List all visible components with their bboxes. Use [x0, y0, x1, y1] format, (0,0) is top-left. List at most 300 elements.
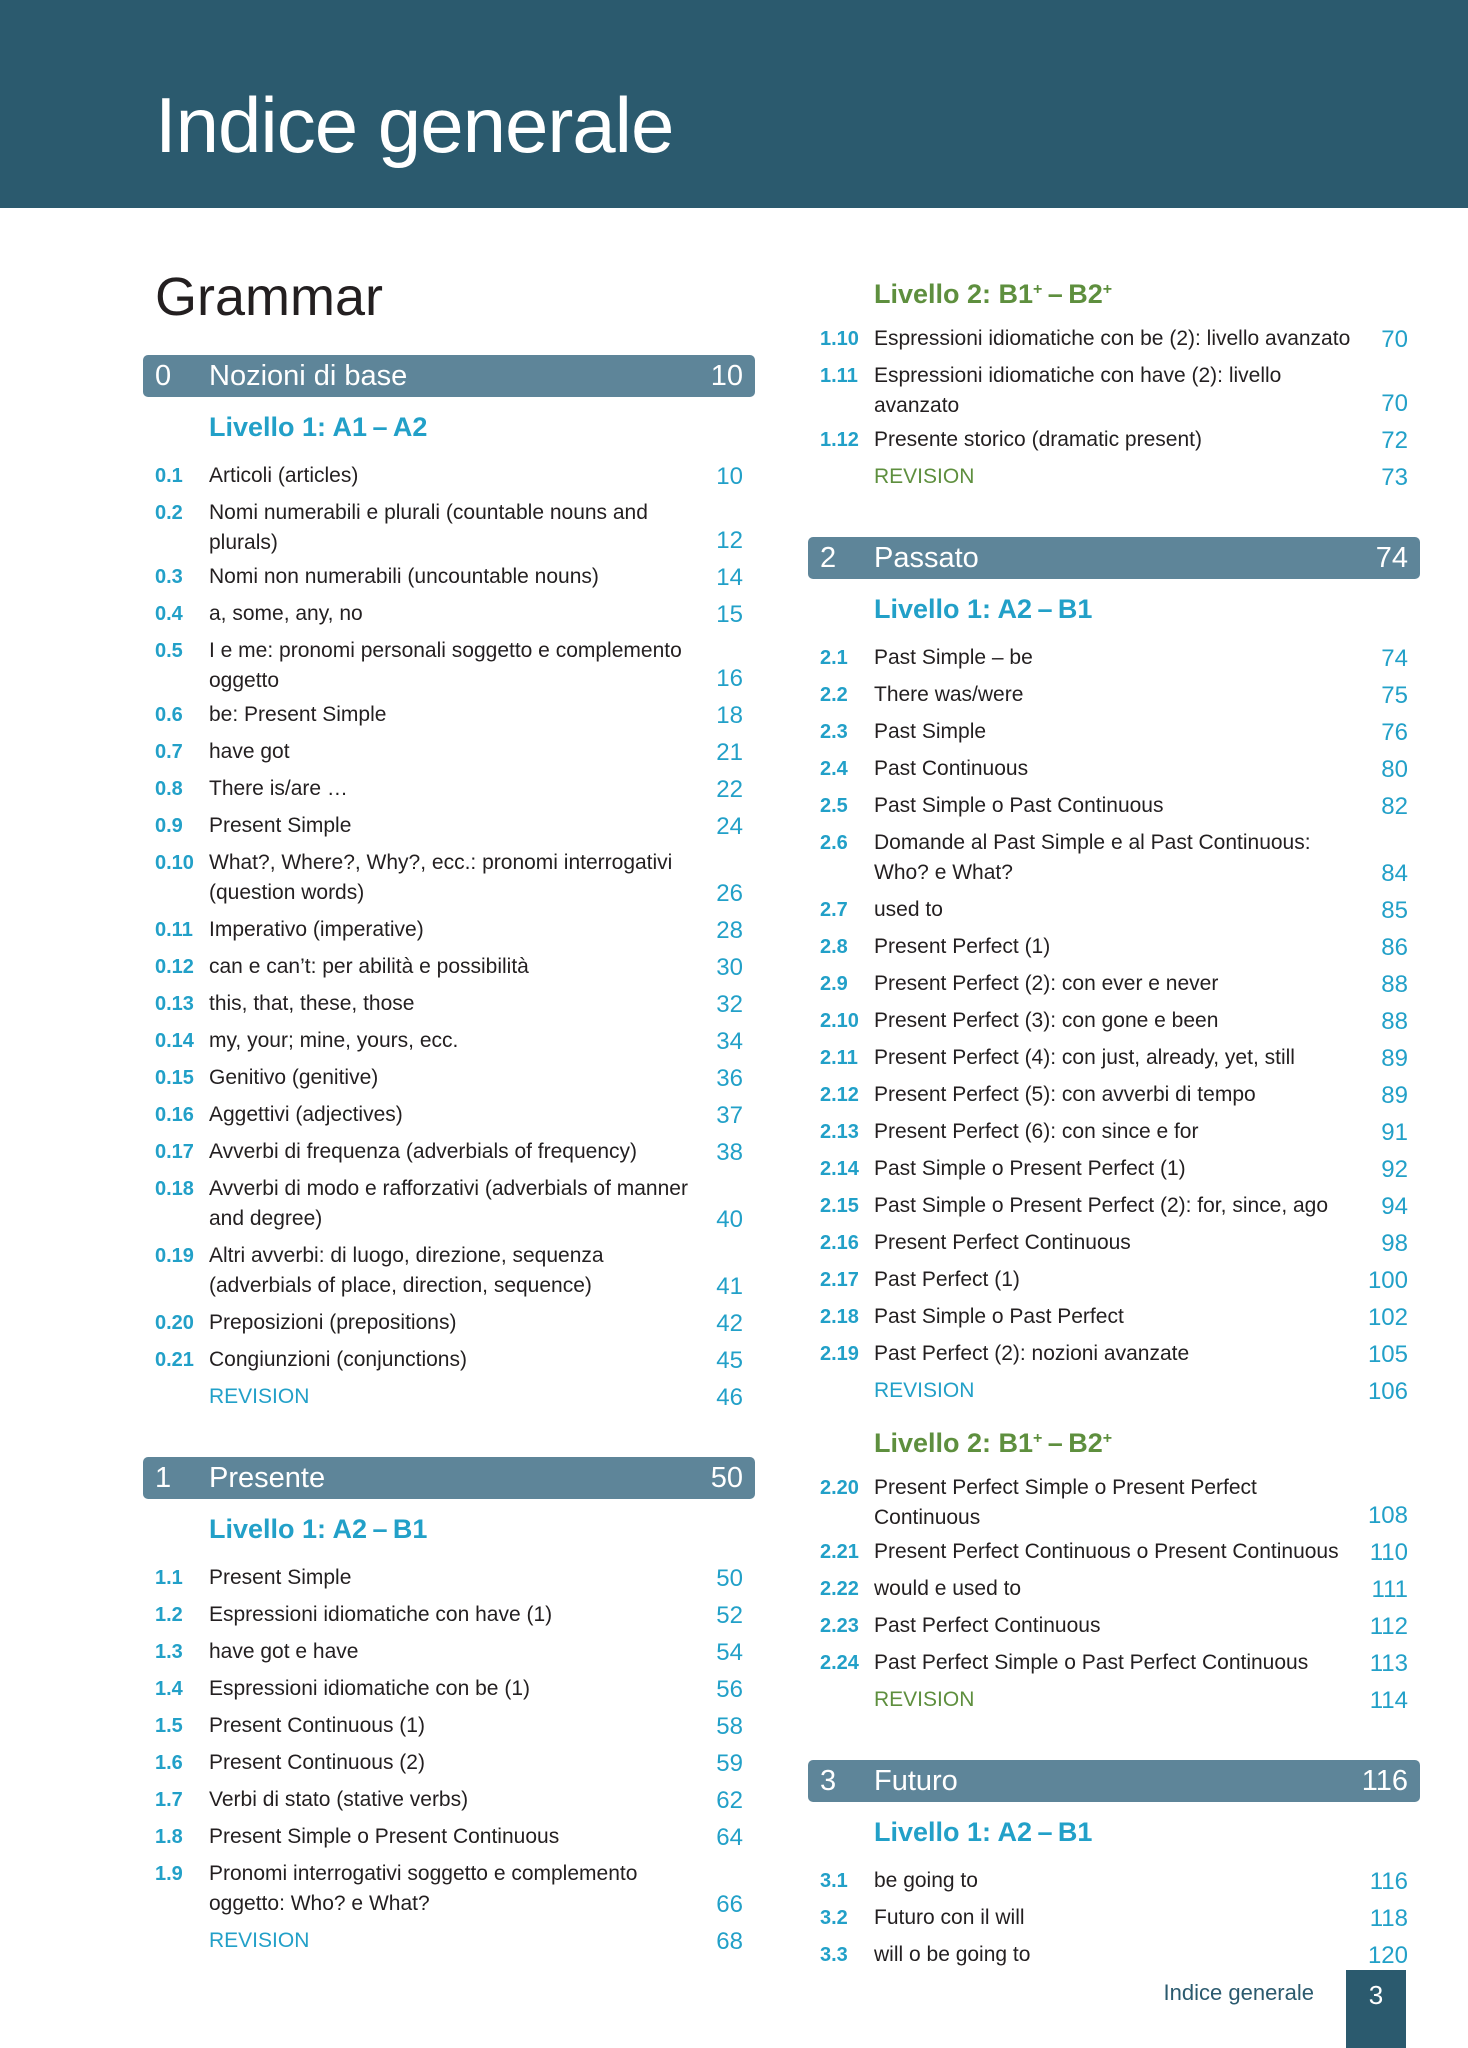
entry-number: 1.7	[155, 1789, 183, 1811]
entry-title: Present Simple	[209, 814, 352, 837]
entry-title: would e used to	[874, 1577, 1022, 1600]
entry-number: 2.7	[820, 899, 848, 921]
entry-title: be going to	[874, 1869, 978, 1892]
entry-page: 10	[716, 463, 743, 490]
toc-entry[interactable]	[143, 844, 755, 911]
entry-page: 100	[1367, 1267, 1408, 1294]
toc-entry[interactable]	[808, 1607, 1420, 1644]
entry-title: Past Simple o Past Continuous	[874, 794, 1164, 817]
entry-title: Present Continuous (2)	[209, 1751, 425, 1774]
entry-title: Present Perfect Continuous	[874, 1231, 1131, 1254]
entry-page: 113	[1369, 1650, 1408, 1677]
toc-entry[interactable]	[808, 1298, 1420, 1335]
level-superscript: +	[1102, 1430, 1113, 1447]
entry-number: 0.11	[155, 919, 193, 941]
entry-page: 18	[716, 702, 743, 729]
entry-page: 59	[716, 1750, 743, 1777]
entry-number: 0.15	[155, 1067, 194, 1089]
revision-entry[interactable]	[808, 1681, 1420, 1718]
toc-entry[interactable]	[143, 1341, 755, 1378]
entry-number: 2.5	[820, 795, 848, 817]
toc-entry[interactable]	[808, 639, 1420, 676]
chapter-number: 2	[820, 542, 837, 574]
entry-number: 2.19	[820, 1343, 859, 1365]
entry-page: 116	[1369, 1868, 1408, 1895]
toc-entry[interactable]	[808, 1899, 1420, 1936]
revision-page: 114	[1369, 1687, 1408, 1714]
chapter-title: Passato	[874, 542, 979, 574]
level-superscript: +	[1033, 1430, 1043, 1447]
toc-entry[interactable]	[143, 494, 755, 558]
entry-number: 0.20	[155, 1312, 194, 1334]
chapter-title: Presente	[209, 1462, 326, 1494]
entry-title: will o be going to	[874, 1943, 1031, 1966]
toc-entry[interactable]	[808, 1862, 1420, 1899]
entry-title: Past Perfect (2): nozioni avanzate	[874, 1342, 1190, 1365]
entry-number: 0.1	[155, 465, 183, 487]
entry-title: Present Perfect (6): con since e for	[874, 1120, 1199, 1143]
entry-title: Pronomi interrogativi soggetto e complemento oggetto: Who? e What?	[209, 1862, 638, 1915]
entry-page: 89	[1381, 1082, 1408, 1109]
toc-entry[interactable]	[143, 1559, 755, 1596]
entry-number: 2.15	[820, 1195, 859, 1217]
entry-number: 1.3	[155, 1641, 183, 1663]
entry-number: 2.13	[820, 1121, 859, 1143]
toc-entry[interactable]	[143, 632, 755, 696]
chapter-header[interactable]	[143, 355, 755, 397]
chapter-page: 10	[710, 360, 743, 392]
entry-title: Past Continuous	[874, 757, 1029, 780]
entry-number: 0.6	[155, 704, 183, 726]
level-label: Livello 2: B1	[874, 1428, 1034, 1458]
entry-title: Nomi numerabili e plurali (countable nouns and plurals)	[209, 501, 648, 554]
entry-number: 2.3	[820, 721, 848, 743]
entry-number: 0.10	[155, 852, 194, 874]
toc-entry[interactable]	[143, 985, 755, 1022]
chapter-header[interactable]	[143, 1457, 755, 1499]
entry-number: 1.5	[155, 1715, 183, 1737]
toc-entry[interactable]	[808, 676, 1420, 713]
entry-title: Present Simple o Present Continuous	[209, 1825, 560, 1848]
level-superscript: +	[1102, 281, 1113, 298]
entry-number: 2.4	[820, 758, 848, 780]
entry-page: 86	[1381, 934, 1408, 961]
toc-entry[interactable]	[143, 807, 755, 844]
entry-title: can e can’t: per abilità e possibilità	[209, 955, 529, 978]
revision-entry[interactable]	[808, 1372, 1420, 1409]
toc-entry[interactable]	[808, 891, 1420, 928]
entry-title: Genitivo (genitive)	[209, 1066, 379, 1089]
entry-page: 88	[1381, 1008, 1408, 1035]
toc-entry[interactable]	[808, 1224, 1420, 1261]
entry-number: 0.18	[155, 1178, 194, 1200]
toc-entry[interactable]	[143, 1304, 755, 1341]
entry-page: 24	[716, 813, 743, 840]
entry-page: 37	[716, 1102, 743, 1129]
toc-entry[interactable]	[808, 1469, 1420, 1533]
chapter-title: Nozioni di base	[209, 360, 408, 392]
level-superscript: +	[1033, 281, 1043, 298]
entry-title: Present Perfect (4): con just, already, yet, still	[874, 1046, 1295, 1069]
toc-entry[interactable]	[143, 1707, 755, 1744]
toc-entry[interactable]	[808, 357, 1420, 421]
level-label: Livello 2: B1	[874, 279, 1034, 309]
entry-title: Present Simple	[209, 1566, 352, 1589]
entry-page: 98	[1381, 1230, 1408, 1257]
entry-title: a, some, any, no	[209, 602, 363, 625]
toc-entry[interactable]	[808, 1936, 1420, 1973]
toc-entry[interactable]	[143, 696, 755, 733]
entry-page: 118	[1369, 1905, 1408, 1932]
toc-entry[interactable]	[808, 750, 1420, 787]
level-heading	[808, 1409, 1420, 1469]
entry-number: 2.18	[820, 1306, 859, 1328]
entry-page: 82	[1381, 793, 1408, 820]
entry-number: 2.24	[820, 1652, 859, 1674]
revision-entry[interactable]	[808, 458, 1420, 495]
entry-title: this, that, these, those	[209, 992, 415, 1015]
entry-title: There was/were	[874, 683, 1024, 706]
entry-page: 45	[716, 1347, 743, 1374]
entry-title: Present Perfect (3): con gone e been	[874, 1009, 1219, 1032]
footer-label: Indice generale	[1163, 1980, 1314, 2005]
entry-page: 38	[716, 1139, 743, 1166]
entry-page: 85	[1381, 897, 1408, 924]
entry-title: Altri avverbi: di luogo, direzione, sequenza (adverbials of place, direction, sequence)	[209, 1244, 604, 1297]
revision-label: REVISION	[874, 465, 975, 488]
toc-entry[interactable]	[143, 1237, 755, 1304]
level-heading	[808, 260, 1420, 320]
entry-number: 2.8	[820, 936, 848, 958]
spacer	[143, 1415, 755, 1437]
entry-page: 72	[1381, 427, 1408, 454]
entry-title: Avverbi di frequenza (adverbials of frequency)	[209, 1140, 638, 1163]
entry-page: 66	[716, 1891, 743, 1918]
entry-number: 0.4	[155, 603, 183, 625]
entry-title: Aggettivi (adjectives)	[209, 1103, 403, 1126]
entry-title: Present Perfect (5): con avverbi di tempo	[874, 1083, 1256, 1106]
entry-page: 94	[1381, 1193, 1408, 1220]
revision-page: 46	[716, 1384, 743, 1411]
chapter-title: Futuro	[874, 1765, 958, 1797]
toc-entry[interactable]	[808, 824, 1420, 891]
level-heading	[143, 397, 755, 457]
entry-page: 21	[716, 739, 743, 766]
entry-number: 2.22	[820, 1578, 859, 1600]
page-title: Indice generale	[155, 81, 674, 169]
chapter-page: 116	[1361, 1765, 1408, 1797]
entry-number: 1.1	[155, 1567, 183, 1589]
entry-number: 2.23	[820, 1615, 859, 1637]
entry-title: Articoli (articles)	[209, 464, 359, 487]
toc-entry[interactable]	[143, 1022, 755, 1059]
level-label: Livello 1: A2 – B1	[874, 594, 1093, 624]
entry-number: 2.2	[820, 684, 848, 706]
toc-entry[interactable]	[143, 1059, 755, 1096]
entry-page: 16	[716, 665, 743, 692]
toc-entry[interactable]	[143, 457, 755, 494]
entry-number: 2.20	[820, 1477, 859, 1499]
entry-title: Past Perfect Simple o Past Perfect Continuous	[874, 1651, 1309, 1674]
chapter-page: 50	[710, 1462, 743, 1494]
entry-number: 2.9	[820, 973, 848, 995]
entry-page: 52	[716, 1602, 743, 1629]
entry-number: 0.2	[155, 502, 183, 524]
entry-page: 62	[716, 1787, 743, 1814]
entry-title: I e me: pronomi personali soggetto e complemento oggetto	[209, 639, 682, 692]
chapter-header[interactable]	[808, 537, 1420, 579]
entry-title: Preposizioni (prepositions)	[209, 1311, 457, 1334]
entry-page: 74	[1381, 645, 1408, 672]
revision-page: 106	[1367, 1378, 1408, 1405]
entry-number: 0.16	[155, 1104, 194, 1126]
entry-number: 2.14	[820, 1158, 859, 1180]
entry-title: Past Perfect (1)	[874, 1268, 1020, 1291]
toc-entry[interactable]	[808, 1150, 1420, 1187]
entry-title: Espressioni idiomatiche con be (1)	[209, 1677, 530, 1700]
entry-number: 3.3	[820, 1944, 848, 1966]
entry-title: Avverbi di modo e rafforzativi (adverbials of manner and degree)	[209, 1177, 688, 1230]
entry-number: 0.7	[155, 741, 183, 763]
entry-number: 1.8	[155, 1826, 183, 1848]
toc-entry[interactable]	[143, 948, 755, 985]
toc-list-right	[808, 260, 1420, 1973]
toc-entry[interactable]	[808, 1039, 1420, 1076]
entry-page: 92	[1381, 1156, 1408, 1183]
toc-list-left	[143, 355, 755, 1959]
toc-entry[interactable]	[143, 1781, 755, 1818]
entry-page: 26	[716, 880, 743, 907]
entry-page: 80	[1381, 756, 1408, 783]
toc-left-column	[143, 260, 755, 1959]
chapter-number: 1	[155, 1462, 172, 1494]
entry-page: 88	[1381, 971, 1408, 998]
entry-number: 1.2	[155, 1604, 183, 1626]
entry-title: What?, Where?, Why?, ecc.: pronomi interrogativi (question words)	[209, 851, 673, 904]
entry-page: 15	[716, 601, 743, 628]
entry-number: 1.11	[820, 365, 858, 387]
entry-title: Past Simple	[874, 720, 987, 743]
toc-entry[interactable]	[143, 1596, 755, 1633]
chapter-page: 74	[1375, 542, 1408, 574]
entry-page: 70	[1381, 390, 1408, 417]
entry-number: 0.9	[155, 815, 183, 837]
entry-page: 50	[716, 1565, 743, 1592]
entry-title: There is/are …	[209, 777, 348, 800]
entry-page: 89	[1381, 1045, 1408, 1072]
entry-number: 1.4	[155, 1678, 183, 1700]
toc-entry[interactable]	[143, 1133, 755, 1170]
entry-page: 34	[716, 1028, 743, 1055]
entry-page: 22	[716, 776, 743, 803]
toc-entry[interactable]	[808, 1533, 1420, 1570]
toc-entry[interactable]	[143, 1170, 755, 1237]
level-heading	[808, 1802, 1420, 1862]
entry-page: 40	[716, 1206, 743, 1233]
level-heading	[143, 1499, 755, 1559]
entry-title: Verbi di stato (stative verbs)	[209, 1788, 469, 1811]
entry-title: Past Simple – be	[874, 646, 1033, 669]
entry-number: 0.19	[155, 1245, 194, 1267]
entry-number: 2.17	[820, 1269, 859, 1291]
entry-page: 84	[1381, 860, 1408, 887]
chapter-number: 0	[155, 360, 172, 392]
entry-number: 0.3	[155, 566, 183, 588]
entry-title: Present Perfect Continuous o Present Continuous	[874, 1540, 1339, 1563]
toc-entry[interactable]	[143, 1818, 755, 1855]
toc-entry[interactable]	[808, 928, 1420, 965]
entry-number: 0.8	[155, 778, 183, 800]
entry-page: 75	[1381, 682, 1408, 709]
entry-number: 1.12	[820, 429, 859, 451]
toc-entry[interactable]	[143, 1096, 755, 1133]
revision-entry[interactable]	[143, 1922, 755, 1959]
entry-title: Espressioni idiomatiche con have (2): livello avanzato	[874, 364, 1282, 417]
toc-entry[interactable]	[808, 787, 1420, 824]
entry-title: have got	[209, 740, 290, 763]
level-label: Livello 1: A2 – B1	[209, 1514, 428, 1544]
toc-entry[interactable]	[808, 1570, 1420, 1607]
toc-entry[interactable]	[143, 558, 755, 595]
entry-page: 102	[1367, 1304, 1408, 1331]
entry-number: 3.1	[820, 1870, 848, 1892]
entry-page: 111	[1371, 1576, 1408, 1603]
entry-page: 64	[716, 1824, 743, 1851]
toc-entry[interactable]	[808, 320, 1420, 357]
entry-page: 30	[716, 954, 743, 981]
entry-number: 2.10	[820, 1010, 859, 1032]
entry-title: have got e have	[209, 1640, 359, 1663]
entry-number: 3.2	[820, 1907, 848, 1929]
toc-right-column	[808, 260, 1420, 1973]
chapter-number: 3	[820, 1765, 837, 1797]
level-label-range: – B2	[1042, 279, 1103, 309]
toc-entry[interactable]	[808, 1113, 1420, 1150]
spacer	[808, 495, 1420, 517]
entry-number: 0.13	[155, 993, 194, 1015]
entry-page: 70	[1381, 326, 1408, 353]
entry-title: Present Perfect (2): con ever e never	[874, 972, 1219, 995]
toc-entry[interactable]	[808, 1076, 1420, 1113]
entry-number: 0.17	[155, 1141, 194, 1163]
level-label-range: – B2	[1042, 1428, 1103, 1458]
toc-entry[interactable]	[808, 1187, 1420, 1224]
entry-title: Past Perfect Continuous	[874, 1614, 1101, 1637]
entry-number: 1.9	[155, 1863, 183, 1885]
entry-title: Espressioni idiomatiche con be (2): livello avanzato	[874, 327, 1351, 350]
entry-number: 0.5	[155, 640, 183, 662]
entry-title: Past Simple o Past Perfect	[874, 1305, 1124, 1328]
header-banner	[0, 0, 1468, 208]
chapter-header[interactable]	[808, 1760, 1420, 1802]
entry-page: 120	[1367, 1942, 1408, 1969]
entry-page: 91	[1381, 1119, 1408, 1146]
toc-entry[interactable]	[143, 1633, 755, 1670]
toc-entry[interactable]	[808, 713, 1420, 750]
level-label: Livello 1: A2 – B1	[874, 1817, 1093, 1847]
entry-page: 105	[1367, 1341, 1408, 1368]
toc-entry[interactable]	[143, 1744, 755, 1781]
entry-page: 32	[716, 991, 743, 1018]
toc-entry[interactable]	[143, 1670, 755, 1707]
revision-entry[interactable]	[143, 1378, 755, 1415]
toc-entry[interactable]	[143, 595, 755, 632]
revision-label: REVISION	[874, 1379, 975, 1402]
entry-title: Domande al Past Simple e al Past Continuous: Who? e What?	[874, 831, 1311, 884]
entry-page: 28	[716, 917, 743, 944]
revision-label: REVISION	[209, 1385, 310, 1408]
revision-page: 73	[1381, 464, 1408, 491]
entry-number: 0.12	[155, 956, 194, 978]
entry-title: my, your; mine, yours, ecc.	[209, 1029, 459, 1052]
entry-title: Nomi non numerabili (uncountable nouns)	[209, 565, 599, 588]
entry-title: Congiunzioni (conjunctions)	[209, 1348, 467, 1371]
entry-number: 0.14	[155, 1030, 194, 1052]
entry-page: 112	[1369, 1613, 1408, 1640]
entry-title: Past Simple o Present Perfect (1)	[874, 1157, 1186, 1180]
toc-entry[interactable]	[143, 1855, 755, 1922]
revision-label: REVISION	[209, 1929, 310, 1952]
entry-page: 14	[716, 564, 743, 591]
entry-page: 42	[716, 1310, 743, 1337]
entry-page: 110	[1369, 1539, 1408, 1566]
toc-entry[interactable]	[808, 1002, 1420, 1039]
entry-title: Present Perfect (1)	[874, 935, 1051, 958]
entry-page: 36	[716, 1065, 743, 1092]
section-title: Grammar	[155, 267, 383, 327]
entry-title: be: Present Simple	[209, 703, 387, 726]
entry-number: 1.6	[155, 1752, 183, 1774]
entry-page: 56	[716, 1676, 743, 1703]
entry-title: Present Continuous (1)	[209, 1714, 425, 1737]
toc-entry[interactable]	[808, 1261, 1420, 1298]
entry-number: 2.12	[820, 1084, 859, 1106]
entry-number: 2.1	[820, 647, 848, 669]
entry-page: 58	[716, 1713, 743, 1740]
page-number: 3	[1346, 1970, 1406, 2048]
toc-entry[interactable]	[808, 421, 1420, 458]
entry-title: Past Simple o Present Perfect (2): for, since, ago	[874, 1194, 1329, 1217]
toc-entry[interactable]	[143, 911, 755, 948]
entry-title: Imperativo (imperative)	[209, 918, 424, 941]
toc-entry[interactable]	[143, 733, 755, 770]
toc-entry[interactable]	[143, 770, 755, 807]
entry-page: 76	[1381, 719, 1408, 746]
entry-title: Espressioni idiomatiche con have (1)	[209, 1603, 553, 1626]
entry-page: 12	[716, 527, 743, 554]
entry-title: Futuro con il will	[874, 1906, 1025, 1929]
spacer	[808, 1718, 1420, 1740]
revision-label: REVISION	[874, 1688, 975, 1711]
entry-number: 1.10	[820, 328, 859, 350]
entry-title: used to	[874, 898, 943, 921]
level-label: Livello 1: A1 – A2	[209, 412, 428, 442]
level-heading	[808, 579, 1420, 639]
entry-number: 0.21	[155, 1349, 194, 1371]
toc-entry[interactable]	[808, 965, 1420, 1002]
entry-title: Presente storico (dramatic present)	[874, 428, 1202, 451]
entry-number: 2.11	[820, 1047, 858, 1069]
toc-entry[interactable]	[808, 1644, 1420, 1681]
entry-number: 2.21	[820, 1541, 859, 1563]
entry-number: 2.6	[820, 832, 848, 854]
entry-page: 41	[716, 1273, 743, 1300]
entry-page: 108	[1367, 1502, 1408, 1529]
toc-entry[interactable]	[808, 1335, 1420, 1372]
revision-page: 68	[716, 1928, 743, 1955]
entry-number: 2.16	[820, 1232, 859, 1254]
entry-title: Present Perfect Simple o Present Perfect Continuous	[874, 1476, 1257, 1529]
